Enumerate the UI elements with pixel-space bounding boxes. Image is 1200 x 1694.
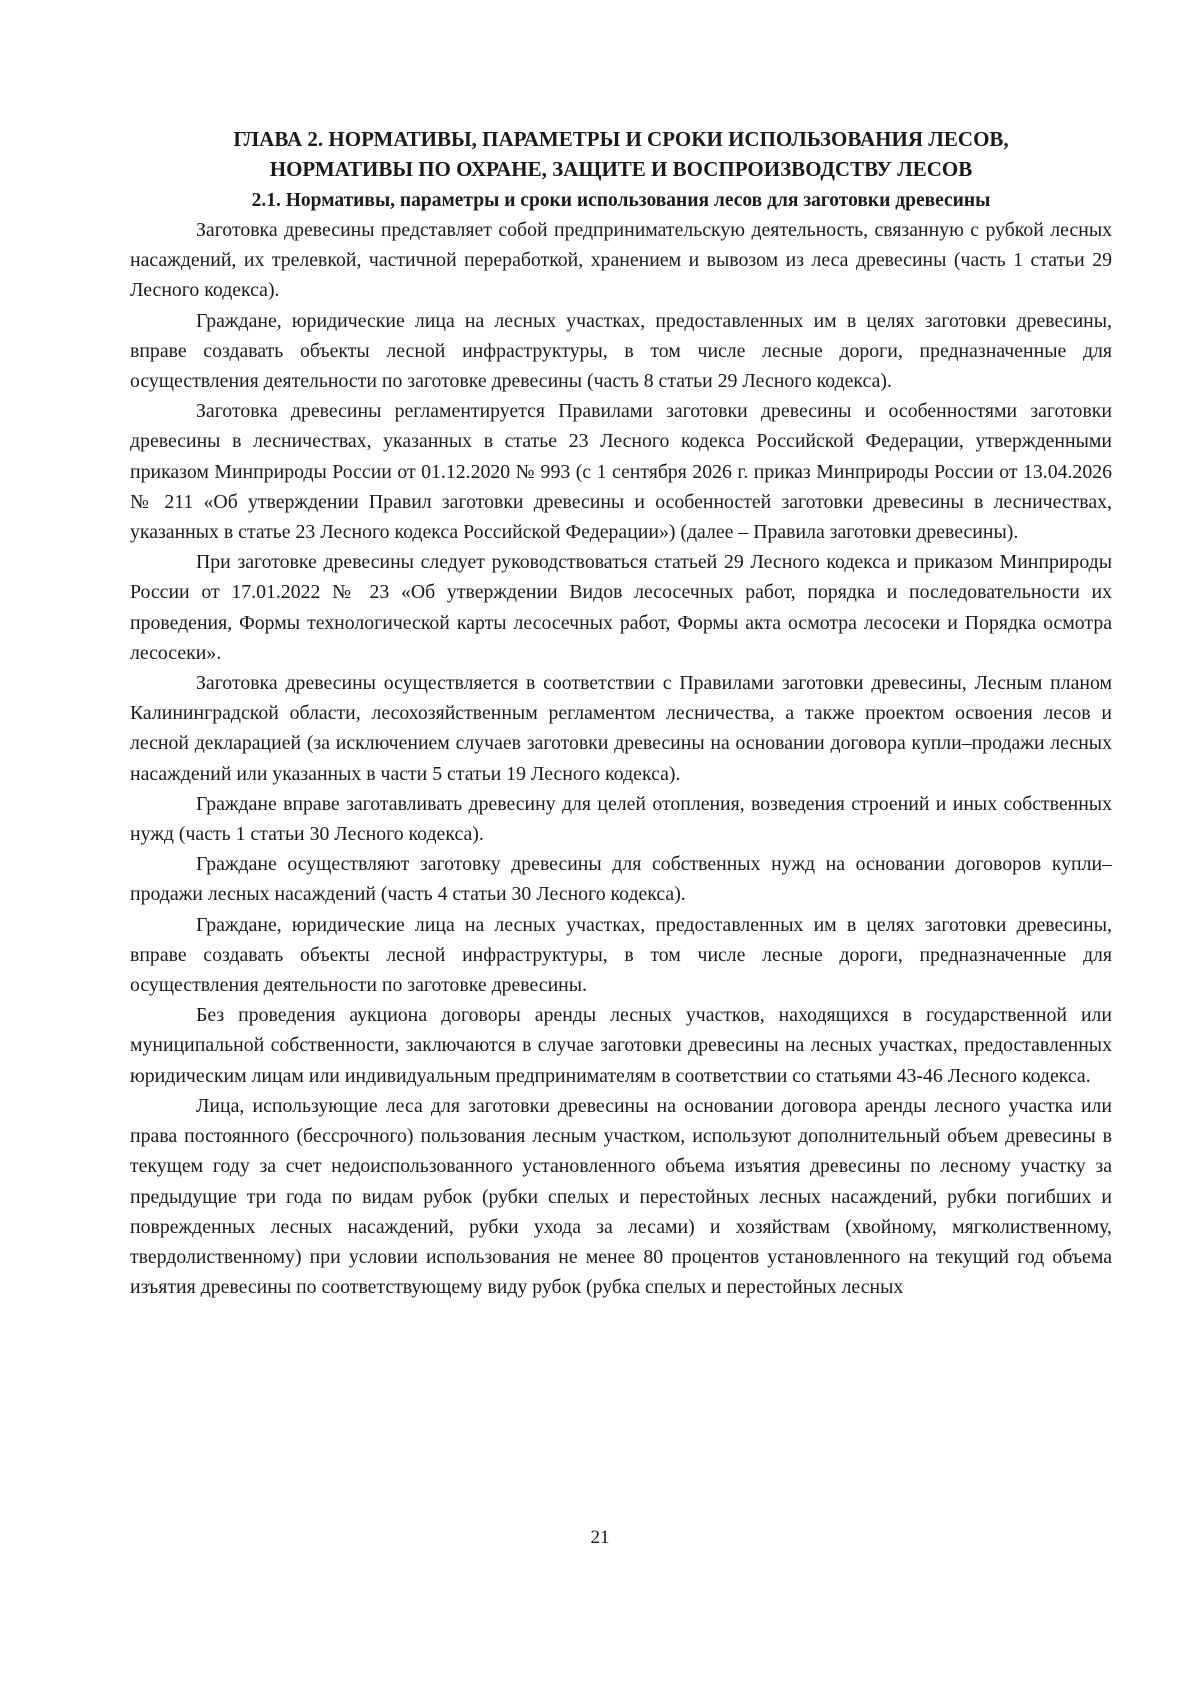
chapter-title-line-1: ГЛАВА 2. НОРМАТИВЫ, ПАРАМЕТРЫ И СРОКИ ИСПОЛЬЗОВАНИЯ ЛЕСОВ,	[233, 127, 1009, 151]
body-text	[130, 215, 1112, 1302]
page-number: 21	[590, 1527, 610, 1548]
paragraph: Заготовка древесины регламентируется Правилами заготовки древесины и особенностями заготовки древесины в лесничествах, указанных в статье 23 Лесного кодекса Российской Федерации, утвержденными приказом Минприроды России от 01.12.2020 № 993 (с 1 сентября 2026 г. приказ Минприроды России от 13.04.2026 № 211 «Об утверждении Правил заготовки древесины и особенностей заготовки древесины в лесничествах, указанных в статье 23 Лесного кодекса Российской Федерации») (далее – Правила заготовки древесины).	[130, 400, 1112, 544]
paragraph: Граждане осуществляют заготовку древесины для собственных нужд на основании договоров купли–продажи лесных насаждений (часть 4 статьи 30 Лесного кодекса).	[130, 853, 1112, 906]
paragraph: Граждане, юридические лица на лесных участках, предоставленных им в целях заготовки древесины, вправе создавать объекты лесной инфраструктуры, в том числе лесные дороги, предназначенные для осуществления деятельности по заготовке древесины (часть 8 статьи 29 Лесного кодекса).	[130, 309, 1112, 393]
paragraph: Лица, использующие леса для заготовки древесины на основании договора аренды лесного участка или права постоянного (бессрочного) пользования лесным участком, используют дополнительный объем древесины в текущем году за счет недоиспользованного установленного объема изъятия древесины по лесному участку за предыдущие три года по видам рубок (рубки спелых и перестойных лесных насаждений, рубки погибших и поврежденных лесных насаждений, рубки ухода за лесами) и хозяйствам (хвойному, мягколиственному, твердолиственному) при условии использования не менее 80 процентов установленного на текущий год объема изъятия древесины по соответствующему виду рубок (рубка спелых и перестойных лесных	[130, 1094, 1112, 1299]
section-title: 2.1. Нормативы, параметры и сроки использования лесов для заготовки древесины	[251, 190, 991, 211]
chapter-title	[130, 124, 1112, 184]
paragraph: Граждане вправе заготавливать древесину для целей отопления, возведения строений и иных собственных нужд (часть 1 статьи 30 Лесного кодекса).	[130, 792, 1112, 846]
page-content	[130, 124, 1112, 1302]
paragraph: Заготовка древесины осуществляется в соответствии с Правилами заготовки древесины, Лесным планом Калининградской области, лесохозяйственным регламентом лесничества, а также проектом освоения лесов и лесной декларацией (за исключением случаев заготовки древесины на основании договора купли–продажи лесных насаждений или указанных в части 5 статьи 19 Лесного кодекса).	[130, 672, 1112, 785]
chapter-title-line-2: НОРМАТИВЫ ПО ОХРАНЕ, ЗАЩИТЕ И ВОСПРОИЗВОДСТВУ ЛЕСОВ	[269, 157, 973, 181]
paragraph: Граждане, юридические лица на лесных участках, предоставленных им в целях заготовки древесины, вправе создавать объекты лесной инфраструктуры, в том числе лесные дороги, предназначенные для осуществления деятельности по заготовке древесины.	[130, 913, 1112, 997]
paragraph: При заготовке древесины следует руководствоваться статьей 29 Лесного кодекса и приказом Минприроды России от 17.01.2022 № 23 «Об утверждении Видов лесосечных работ, порядка и последовательности их проведения, Формы технологической карты лесосечных работ, Формы акта осмотра лесосеки и Порядка осмотра лесосеки».	[130, 551, 1112, 664]
paragraph: Заготовка древесины представляет собой предпринимательскую деятельность, связанную с рубкой лесных насаждений, их трелевкой, частичной переработкой, хранением и вывозом из леса древесины (часть 1 статьи 29 Лесного кодекса).	[130, 219, 1112, 302]
paragraph: Без проведения аукциона договоры аренды лесных участков, находящихся в государственной или муниципальной собственности, заключаются в случае заготовки древесины на лесных участках, предоставленных юридическим лицам или индивидуальным предпринимателям в соответствии со статьями 43-46 Лесного кодекса.	[130, 1004, 1112, 1087]
